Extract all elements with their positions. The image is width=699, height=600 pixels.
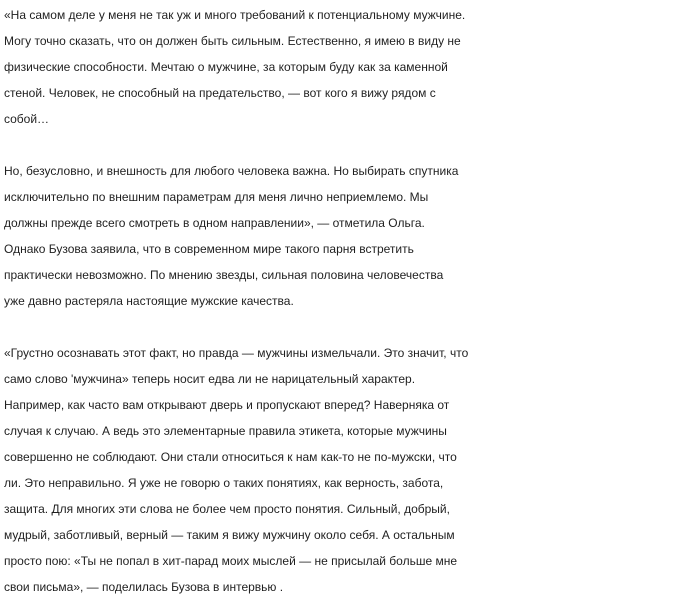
text-line: ли. Это неправильно. Я уже не говорю о таких понятиях, как верность, забота, (4, 476, 444, 490)
text-line: совершенно не соблюдают. Они стали относиться к нам как-то не по-мужски, что (4, 450, 457, 464)
text-line: «Грустно осознавать этот факт, но правда — мужчины измельчали. Это значит, что (4, 346, 469, 360)
paragraph (4, 158, 699, 314)
text-line: свои письма», — поделилась Бузова в интервью . (4, 580, 284, 594)
text-line: защита. Для многих эти слова не более чем просто понятия. Сильный, добрый, (4, 502, 450, 516)
text-line: просто пою: «Ты не попал в хит-парад моих мыслей — не присылай больше мне (4, 554, 458, 568)
text-line: физические способности. Мечтаю о мужчине, за которым буду как за каменной (4, 60, 448, 74)
text-line: собой… (4, 112, 50, 126)
text-line: Однако Бузова заявила, что в современном мире такого парня встретить (4, 242, 414, 256)
paragraph (4, 2, 699, 132)
text-line: случая к случаю. А ведь это элементарные правила этикета, которые мужчины (4, 424, 447, 438)
text-line: Например, как часто вам открывают дверь и пропускают вперед? Наверняка от (4, 398, 450, 412)
text-line: Но, безусловно, и внешность для любого человека важна. Но выбирать спутника (4, 164, 459, 178)
text-line: должны прежде всего смотреть в одном направлении», — отметила Ольга. (4, 216, 425, 230)
paragraph (4, 340, 699, 600)
text-line: мудрый, заботливый, верный — таким я вижу мужчину около себя. А остальным (4, 528, 455, 542)
text-line: само слово 'мужчина» теперь носит едва ли не нарицательный характер. (4, 372, 416, 386)
text-line: стеной. Человек, не способный на предательство, — вот кого я вижу рядом с (4, 86, 436, 100)
text-line: уже давно растеряла настоящие мужские качества. (4, 294, 294, 308)
text-line: Могу точно сказать, что он должен быть сильным. Естественно, я имею в виду не (4, 34, 461, 48)
text-line: практически невозможно. По мнению звезды, сильная половина человечества (4, 268, 444, 282)
text-line: исключительно по внешним параметрам для меня лично неприемлемо. Мы (4, 190, 429, 204)
text-line: «На самом деле у меня не так уж и много требований к потенциальному мужчине. (4, 8, 466, 22)
